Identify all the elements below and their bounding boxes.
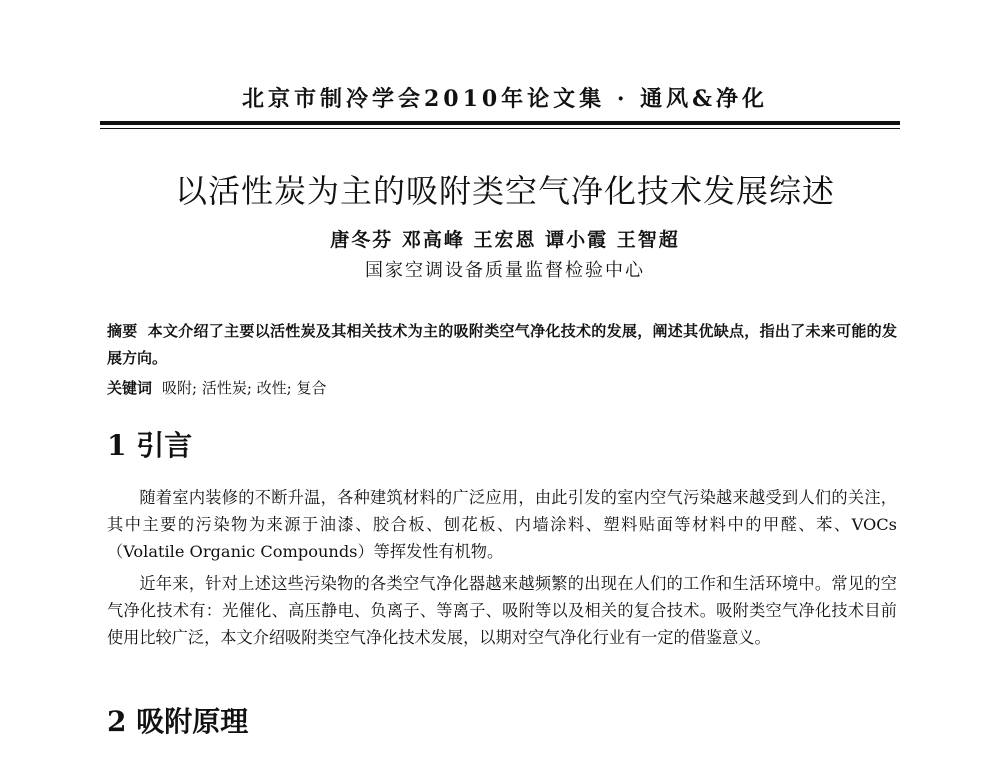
abstract-label: 摘要 [107, 322, 138, 340]
intro-paragraph-2: 近年来，针对上述这些污染物的各类空气净化器越来越频繁的出现在人们的工作和生活环境中。常见的空气净化技术有：光催化、高压静电、负离子、等离子、吸附等以及相关的复合技术。吸附类空气净化技术目前使用比较广泛，本文介绍吸附类空气净化技术发展，以期对空气净化行业有一定的借鉴意义。 [107, 574, 897, 647]
keywords-text: 吸附; 活性炭; 改性; 复合 [162, 379, 327, 397]
paper-affiliation: 国家空调设备质量监督检验中心 [365, 260, 645, 281]
abstract-text: 本文介绍了主要以活性炭及其相关技术为主的吸附类空气净化技术的发展，阐述其优缺点，指出了未来可能的发展方向。 [107, 322, 897, 367]
header-rule-thick [100, 121, 900, 125]
header-rule-thin [100, 128, 900, 129]
section-heading-adsorption-principle: 2 吸附原理 [107, 705, 249, 738]
abstract [107, 318, 897, 372]
keywords [107, 376, 897, 400]
section-heading-introduction: 1 引言 [107, 429, 193, 462]
keywords-label: 关键词 [107, 379, 153, 397]
paper-authors: 唐冬芬 邓高峰 王宏恩 谭小霞 王智超 [330, 229, 680, 251]
running-header: 北京市制冷学会2010年论文集 · 通风&净化 [241, 86, 769, 112]
paper-title: 以活性炭为主的吸附类空气净化技术发展综述 [174, 172, 835, 210]
intro-paragraph-1: 随着室内装修的不断升温，各种建筑材料的广泛应用，由此引发的室内空气污染越来越受到人们的关注，其中主要的污染物为来源于油漆、胶合板、刨花板、内墙涂料、塑料贴面等材料中的甲醛、苯、VOCs（Volatile Organic Compounds）等挥发性有机物。 [107, 488, 897, 561]
